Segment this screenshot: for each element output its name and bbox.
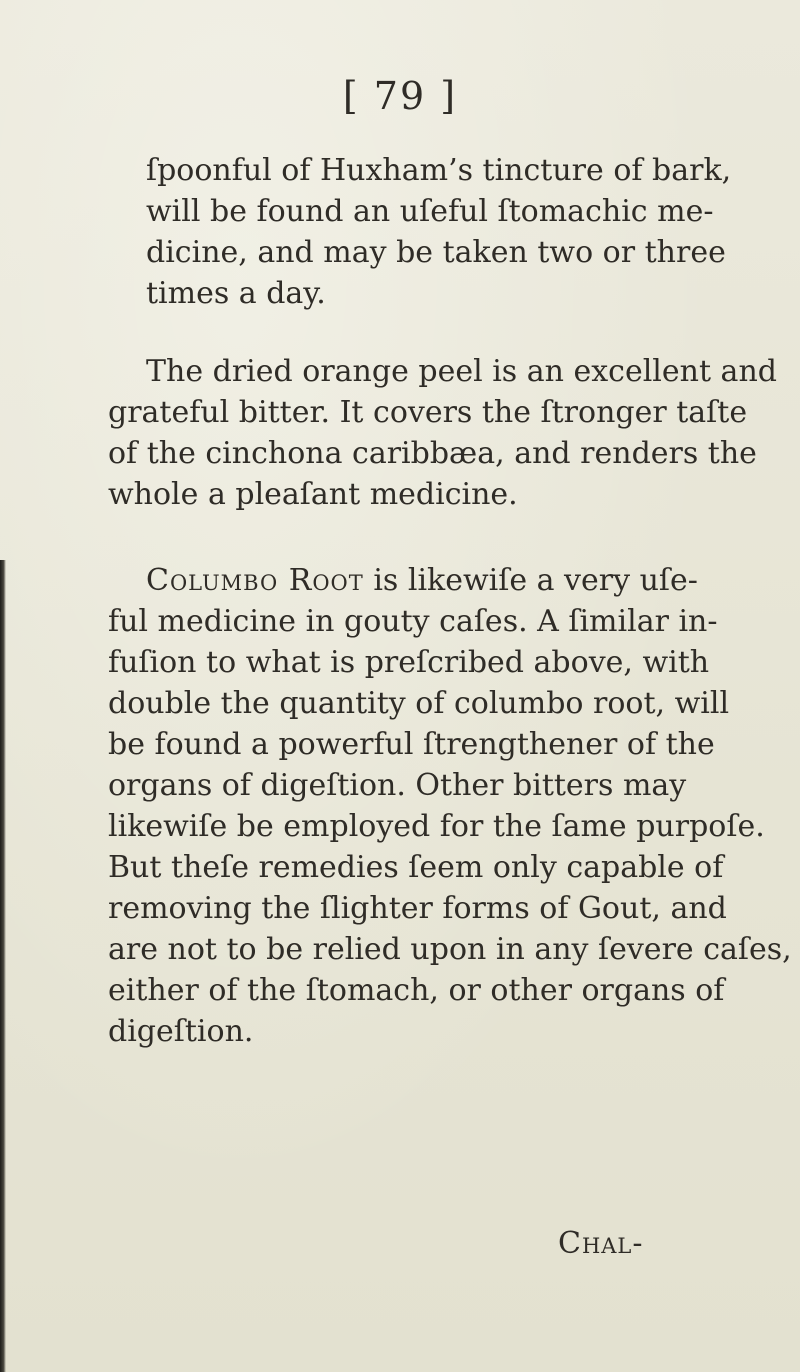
- text-line: whole a pleaſant medicine.: [108, 477, 518, 512]
- text-line: The dried orange peel is an excellent and: [146, 354, 777, 389]
- text-line: ſpoonful of Huxham’s tincture of bark,: [146, 153, 732, 188]
- text-line: But theſe remedies ſeem only capable of: [108, 850, 724, 885]
- text-line: dicine, and may be taken two or three: [146, 235, 726, 270]
- paragraph-2: [108, 351, 777, 515]
- text-line: of the cinchona caribbæa, and renders the: [108, 436, 757, 471]
- text-line: either of the ſtomach, or other organs of: [108, 973, 725, 1008]
- text-line: times a day.: [146, 276, 326, 311]
- text-line: likewiſe be employed for the ſame purpoſe.: [108, 809, 765, 844]
- text-line: [108, 560, 698, 601]
- section-lead-smallcaps: Columbo Root: [146, 563, 364, 598]
- paragraph-3: [108, 560, 792, 1052]
- page-spine-shadow: [0, 560, 6, 1372]
- page-number-header: [ 79 ]: [342, 74, 458, 118]
- text-line: digeſtion.: [108, 1014, 254, 1049]
- catchword: Chal-: [558, 1226, 644, 1261]
- text-line: removing the ſlighter forms of Gout, and: [108, 891, 727, 926]
- text-line: ful medicine in gouty caſes. A ſimilar in-: [108, 604, 718, 639]
- text-line: double the quantity of columbo root, will: [108, 686, 730, 721]
- text-line: be found a powerful ſtrengthener of the: [108, 727, 715, 762]
- paragraph-1: [146, 150, 732, 314]
- text-line: grateful bitter. It covers the ſtronger taſte: [108, 395, 748, 430]
- text-fragment: is likewiſe a very uſe-: [363, 563, 698, 598]
- text-line: fuſion to what is preſcribed above, with: [108, 645, 710, 680]
- text-line: organs of digeſtion. Other bitters may: [108, 768, 687, 803]
- text-line: are not to be relied upon in any ſevere caſes,: [108, 932, 792, 967]
- text-line: will be found an uſeful ſtomachic me-: [146, 194, 714, 229]
